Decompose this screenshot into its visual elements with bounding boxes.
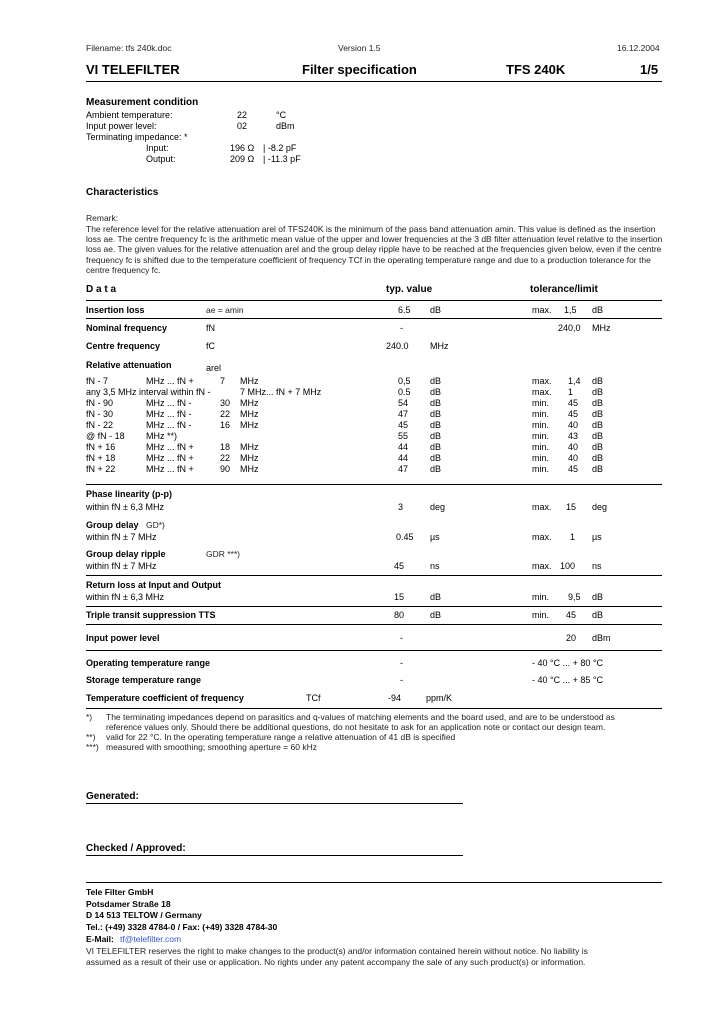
table-row — [0, 532, 720, 543]
insertion-symbol: ae = amin — [206, 305, 244, 315]
rel-limunit: dB — [592, 398, 604, 408]
footer-email-link[interactable]: tf@telefilter.com — [120, 934, 182, 944]
rel-unit: dB — [430, 409, 442, 419]
generated-signature-line — [86, 803, 463, 804]
rel-typ: 55 — [398, 431, 409, 441]
nominal-limunit: MHz — [592, 323, 611, 333]
sttemp-label: Storage temperature range — [86, 675, 202, 685]
centre-symbol: fC — [206, 341, 215, 351]
rel-typ: 45 — [398, 420, 409, 430]
rel-limunit: dB — [592, 453, 604, 463]
phase-limunit: deg — [592, 502, 608, 512]
version: Version 1.5 — [338, 43, 381, 53]
company-logo-text: VI TELEFILTER — [86, 62, 180, 77]
rel-c: 16 — [220, 420, 231, 430]
table-row — [0, 398, 720, 409]
tcf-unit: ppm/K — [426, 693, 453, 703]
table-row — [0, 464, 720, 475]
rel-typ: 47 — [398, 464, 409, 474]
rel-a: fN + 16 — [86, 442, 116, 452]
rel-c: 22 — [220, 409, 231, 419]
gdr-limval: 100 — [560, 561, 576, 571]
rel-b: MHz ... fN - — [146, 409, 192, 419]
gd-lim: max. — [532, 532, 552, 542]
table-row — [0, 592, 720, 603]
characteristics-heading: Characteristics — [86, 187, 159, 198]
rel-c: 7 — [220, 376, 226, 386]
footer-disclaimer-2: assumed as a result of their use or application. No rights under any patent accompany the sale of any such product(s) or information. — [86, 957, 586, 967]
rel-c: 90 — [220, 464, 231, 474]
table-rule — [86, 318, 662, 319]
rel-limval: 45 — [568, 464, 579, 474]
rel-limunit: dB — [592, 387, 604, 397]
gdr-sub: within fN ± 7 MHz — [86, 561, 157, 571]
table-row — [0, 658, 720, 669]
table-rule — [86, 606, 662, 607]
ambient-value: 22 — [237, 110, 248, 120]
footnote-text: valid for 22 °C. In the operating temperature range a relative attenuation of 41 dB is specified — [106, 732, 456, 742]
rel-a: fN - 30 — [86, 409, 114, 419]
footer-city: D 14 513 TELTOW / Germany — [86, 910, 202, 920]
gdr-limunit: ns — [592, 561, 602, 571]
phase-label: Phase linearity (p-p) — [86, 489, 173, 499]
rel-d: MHz — [240, 420, 259, 430]
footer-street: Potsdamer Straße 18 — [86, 899, 171, 909]
footnote-text: reference values only. Should there be additional questions, do not hesitate to ask for an application note or contact our design team. — [106, 722, 606, 732]
table-row — [0, 323, 720, 334]
table-row — [0, 502, 720, 513]
rel-limval: 1 — [568, 387, 574, 397]
footnote-text: The terminating impedances depend on parasitics and q-values of matching elements and the board used, and are to be understood as — [106, 712, 615, 722]
rel-limunit: dB — [592, 409, 604, 419]
nominal-label: Nominal frequency — [86, 323, 168, 333]
table-row — [0, 409, 720, 420]
table-rule — [86, 484, 662, 485]
power-value: 02 — [237, 121, 248, 131]
rel-d: MHz — [240, 376, 259, 386]
return-sub: within fN ± 6,3 MHz — [86, 592, 164, 602]
rel-b: MHz ... fN + — [146, 442, 194, 452]
table-row — [0, 549, 720, 560]
rel-limval: 40 — [568, 453, 579, 463]
tts-limval: 45 — [566, 610, 577, 620]
rel-b: MHz **) — [146, 431, 177, 441]
rel-lim: min. — [532, 431, 550, 441]
gd-typ: 0.45 — [396, 532, 414, 542]
insertion-label: Insertion loss — [86, 305, 145, 315]
tts-unit: dB — [430, 610, 442, 620]
return-label: Return loss at Input and Output — [86, 580, 221, 590]
checked-signature-line — [86, 855, 463, 856]
generated-label: Generated: — [86, 791, 139, 802]
input-value: 196 Ω — [230, 143, 255, 153]
rel-a: fN + 18 — [86, 453, 116, 463]
ambient-unit: °C — [276, 110, 287, 120]
header-divider — [86, 81, 662, 82]
centre-unit: MHz — [430, 341, 449, 351]
rel-limval: 43 — [568, 431, 579, 441]
product-code: TFS 240K — [506, 62, 566, 77]
rel-typ: 44 — [398, 442, 409, 452]
centre-typ: 240.0 — [386, 341, 409, 351]
rel-limval: 40 — [568, 420, 579, 430]
inpower-limunit: dBm — [592, 633, 611, 643]
gd-limval: 1 — [570, 532, 576, 542]
input-capacitance: | -8.2 pF — [263, 143, 297, 153]
tcf-typ: -94 — [388, 693, 402, 703]
nominal-typ: - — [400, 323, 403, 333]
rel-d: MHz — [240, 442, 259, 452]
insertion-unit: dB — [430, 305, 442, 315]
rel-unit: dB — [430, 420, 442, 430]
table-row — [0, 633, 720, 644]
rel-lim: min. — [532, 453, 550, 463]
optemp-label: Operating temperature range — [86, 658, 211, 668]
output-capacitance: | -11.3 pF — [263, 154, 301, 164]
phase-sub: within fN ± 6,3 MHz — [86, 502, 164, 512]
inpower-typ: - — [400, 633, 403, 643]
output-label: Output: — [146, 154, 176, 164]
rel-lim: min. — [532, 398, 550, 408]
gdr-label: Group delay ripple — [86, 549, 166, 559]
rel-typ: 54 — [398, 398, 409, 408]
output-value: 209 Ω — [230, 154, 255, 164]
rel-lim: min. — [532, 420, 550, 430]
rel-b: MHz ... fN + — [146, 464, 194, 474]
rel-d: 7 MHz... fN + 7 MHz — [240, 387, 322, 397]
rel-b: MHz ... fN + — [146, 376, 194, 386]
relative-symbol: arel — [206, 363, 222, 373]
gd-symbol: GD*) — [146, 520, 165, 530]
return-lim: min. — [532, 592, 550, 602]
rel-a: fN - 90 — [86, 398, 114, 408]
table-row — [0, 610, 720, 621]
rel-c: 30 — [220, 398, 231, 408]
optemp-lim: - 40 °C ... + 80 °C — [532, 658, 603, 668]
rel-lim: min. — [532, 464, 550, 474]
rel-limval: 45 — [568, 398, 579, 408]
rel-lim: min. — [532, 409, 550, 419]
table-rule — [86, 300, 662, 301]
tcf-symbol: TCf — [306, 693, 321, 703]
insertion-typ: 6.5 — [398, 305, 411, 315]
remark-label: Remark: — [86, 213, 119, 223]
col-data-header: D a t a — [86, 284, 117, 295]
rel-limunit: dB — [592, 442, 604, 452]
rel-unit: dB — [430, 376, 442, 386]
rel-limunit: dB — [592, 431, 604, 441]
rel-unit: dB — [430, 431, 442, 441]
table-row — [0, 520, 720, 531]
tts-typ: 80 — [394, 610, 405, 620]
optemp-typ: - — [400, 658, 403, 668]
rel-limval: 45 — [568, 409, 579, 419]
tts-label: Triple transit suppression TTS — [86, 610, 216, 620]
table-row — [0, 360, 720, 371]
footer-divider — [86, 882, 662, 883]
rel-d: MHz — [240, 464, 259, 474]
sttemp-typ: - — [400, 675, 403, 685]
table-row — [0, 693, 720, 704]
gd-unit: µs — [430, 532, 440, 542]
date: 16.12.2004 — [617, 43, 660, 53]
footer-email-label: E-Mail: — [86, 934, 114, 944]
nominal-limval: 240,0 — [558, 323, 581, 333]
input-label: Input: — [146, 143, 169, 153]
insertion-limval: 1,5 — [564, 305, 577, 315]
page-number: 1/5 — [640, 62, 659, 77]
rel-unit: dB — [430, 464, 442, 474]
filename: Filename: tfs 240k.doc — [86, 43, 172, 53]
ambient-label: Ambient temperature: — [86, 110, 173, 120]
phase-unit: deg — [430, 502, 446, 512]
tcf-label: Temperature coefficient of frequency — [86, 693, 244, 703]
rel-typ: 0.5 — [398, 387, 411, 397]
rel-c: 18 — [220, 442, 231, 452]
insertion-lim: max. — [532, 305, 552, 315]
rel-lim: max. — [532, 387, 552, 397]
rel-limunit: dB — [592, 376, 604, 386]
rel-unit: dB — [430, 387, 442, 397]
power-unit: dBm — [276, 121, 295, 131]
table-row — [0, 341, 720, 352]
rel-typ: 0,5 — [398, 376, 411, 386]
table-row — [0, 420, 720, 431]
rel-limval: 40 — [568, 442, 579, 452]
tts-lim: min. — [532, 610, 550, 620]
rel-c: 22 — [220, 453, 231, 463]
rel-a: fN - 7 — [86, 376, 109, 386]
rel-b: MHz ... fN + — [146, 453, 194, 463]
rel-b: MHz ... fN - — [146, 398, 192, 408]
rel-lim: max. — [532, 376, 552, 386]
gdr-lim: max. — [532, 561, 552, 571]
table-row — [0, 376, 720, 387]
table-row — [0, 387, 720, 398]
footnote-mark: *) — [86, 712, 93, 722]
table-row — [0, 675, 720, 686]
terminating-label: Terminating impedance: * — [86, 132, 188, 142]
rel-d: MHz — [240, 453, 259, 463]
rel-unit: dB — [430, 453, 442, 463]
footer-company: Tele Filter GmbH — [86, 887, 154, 897]
footnote-mark: ***) — [86, 742, 99, 752]
table-rule — [86, 708, 662, 709]
table-row — [0, 431, 720, 442]
return-limunit: dB — [592, 592, 604, 602]
gdr-symbol: GDR ***) — [206, 549, 241, 559]
phase-limval: 15 — [566, 502, 577, 512]
rel-typ: 44 — [398, 453, 409, 463]
rel-unit: dB — [430, 398, 442, 408]
rel-unit: dB — [430, 442, 442, 452]
rel-a: @ fN - 18 — [86, 431, 125, 441]
insertion-limunit: dB — [592, 305, 604, 315]
gd-limunit: µs — [592, 532, 602, 542]
table-row — [0, 305, 720, 316]
table-rule — [86, 575, 662, 576]
rel-a: fN - 22 — [86, 420, 114, 430]
remark-text: The reference level for the relative attenuation arel of TFS240K is the minimum of the pass band attenuation amin. This value is defined as the insertion loss ae. The centre frequency fc is the arithmetic mean value of the upper and lower frequencies at the 3 dB filter attenuation level relative to the insertion loss ae. The given values for the relative attenuation arel and the group delay ripple have to be reached at the frequencies given below, even if the centre frequency fc is shifted due to the temperature coefficient of frequency TCf in the operating temperature range and due to a production tolerance for the centre frequency fc. — [86, 224, 663, 275]
table-row — [0, 489, 720, 500]
return-typ: 15 — [394, 592, 405, 602]
col-tolerance-header: tolerance/limit — [530, 284, 598, 295]
phase-lim: max. — [532, 502, 552, 512]
inpower-limval: 20 — [566, 633, 577, 643]
table-rule — [86, 650, 662, 651]
rel-a: fN + 22 — [86, 464, 116, 474]
rel-lim: min. — [532, 442, 550, 452]
rel-d: MHz — [240, 398, 259, 408]
checked-label: Checked / Approved: — [86, 843, 186, 854]
return-unit: dB — [430, 592, 442, 602]
gd-sub: within fN ± 7 MHz — [86, 532, 157, 542]
table-row — [0, 561, 720, 572]
relative-label: Relative attenuation — [86, 360, 172, 370]
rel-limval: 1,4 — [568, 376, 581, 386]
page-title: Filter specification — [302, 62, 417, 77]
rel-limunit: dB — [592, 420, 604, 430]
gd-label: Group delay — [86, 520, 139, 530]
rel-d: MHz — [240, 409, 259, 419]
rel-typ: 47 — [398, 409, 409, 419]
centre-label: Centre frequency — [86, 341, 161, 351]
footnote-text: measured with smoothing; smoothing aperture = 60 kHz — [106, 742, 317, 752]
nominal-symbol: fN — [206, 323, 215, 333]
tts-limunit: dB — [592, 610, 604, 620]
col-typ-header: typ. value — [386, 284, 433, 295]
inpower-label: Input power level — [86, 633, 160, 643]
phase-typ: 3 — [398, 502, 404, 512]
rel-a: any 3,5 MHz interval within fN - — [86, 387, 211, 397]
measurement-heading: Measurement condition — [86, 97, 199, 108]
gdr-typ: 45 — [394, 561, 405, 571]
table-rule — [86, 624, 662, 625]
return-limval: 9,5 — [568, 592, 581, 602]
footer-tel: Tel.: (+49) 3328 4784-0 / Fax: (+49) 3328 4784-30 — [86, 922, 278, 932]
sttemp-lim: - 40 °C ... + 85 °C — [532, 675, 603, 685]
rel-b: MHz ... fN - — [146, 420, 192, 430]
rel-limunit: dB — [592, 464, 604, 474]
gdr-unit: ns — [430, 561, 440, 571]
table-row — [0, 580, 720, 591]
footnote-mark: **) — [86, 732, 96, 742]
power-label: Input power level: — [86, 121, 157, 131]
table-row — [0, 442, 720, 453]
footer-disclaimer-1: VI TELEFILTER reserves the right to make changes to the product(s) and/or information contained herein without notice. No liability is — [86, 946, 588, 956]
table-row — [0, 453, 720, 464]
